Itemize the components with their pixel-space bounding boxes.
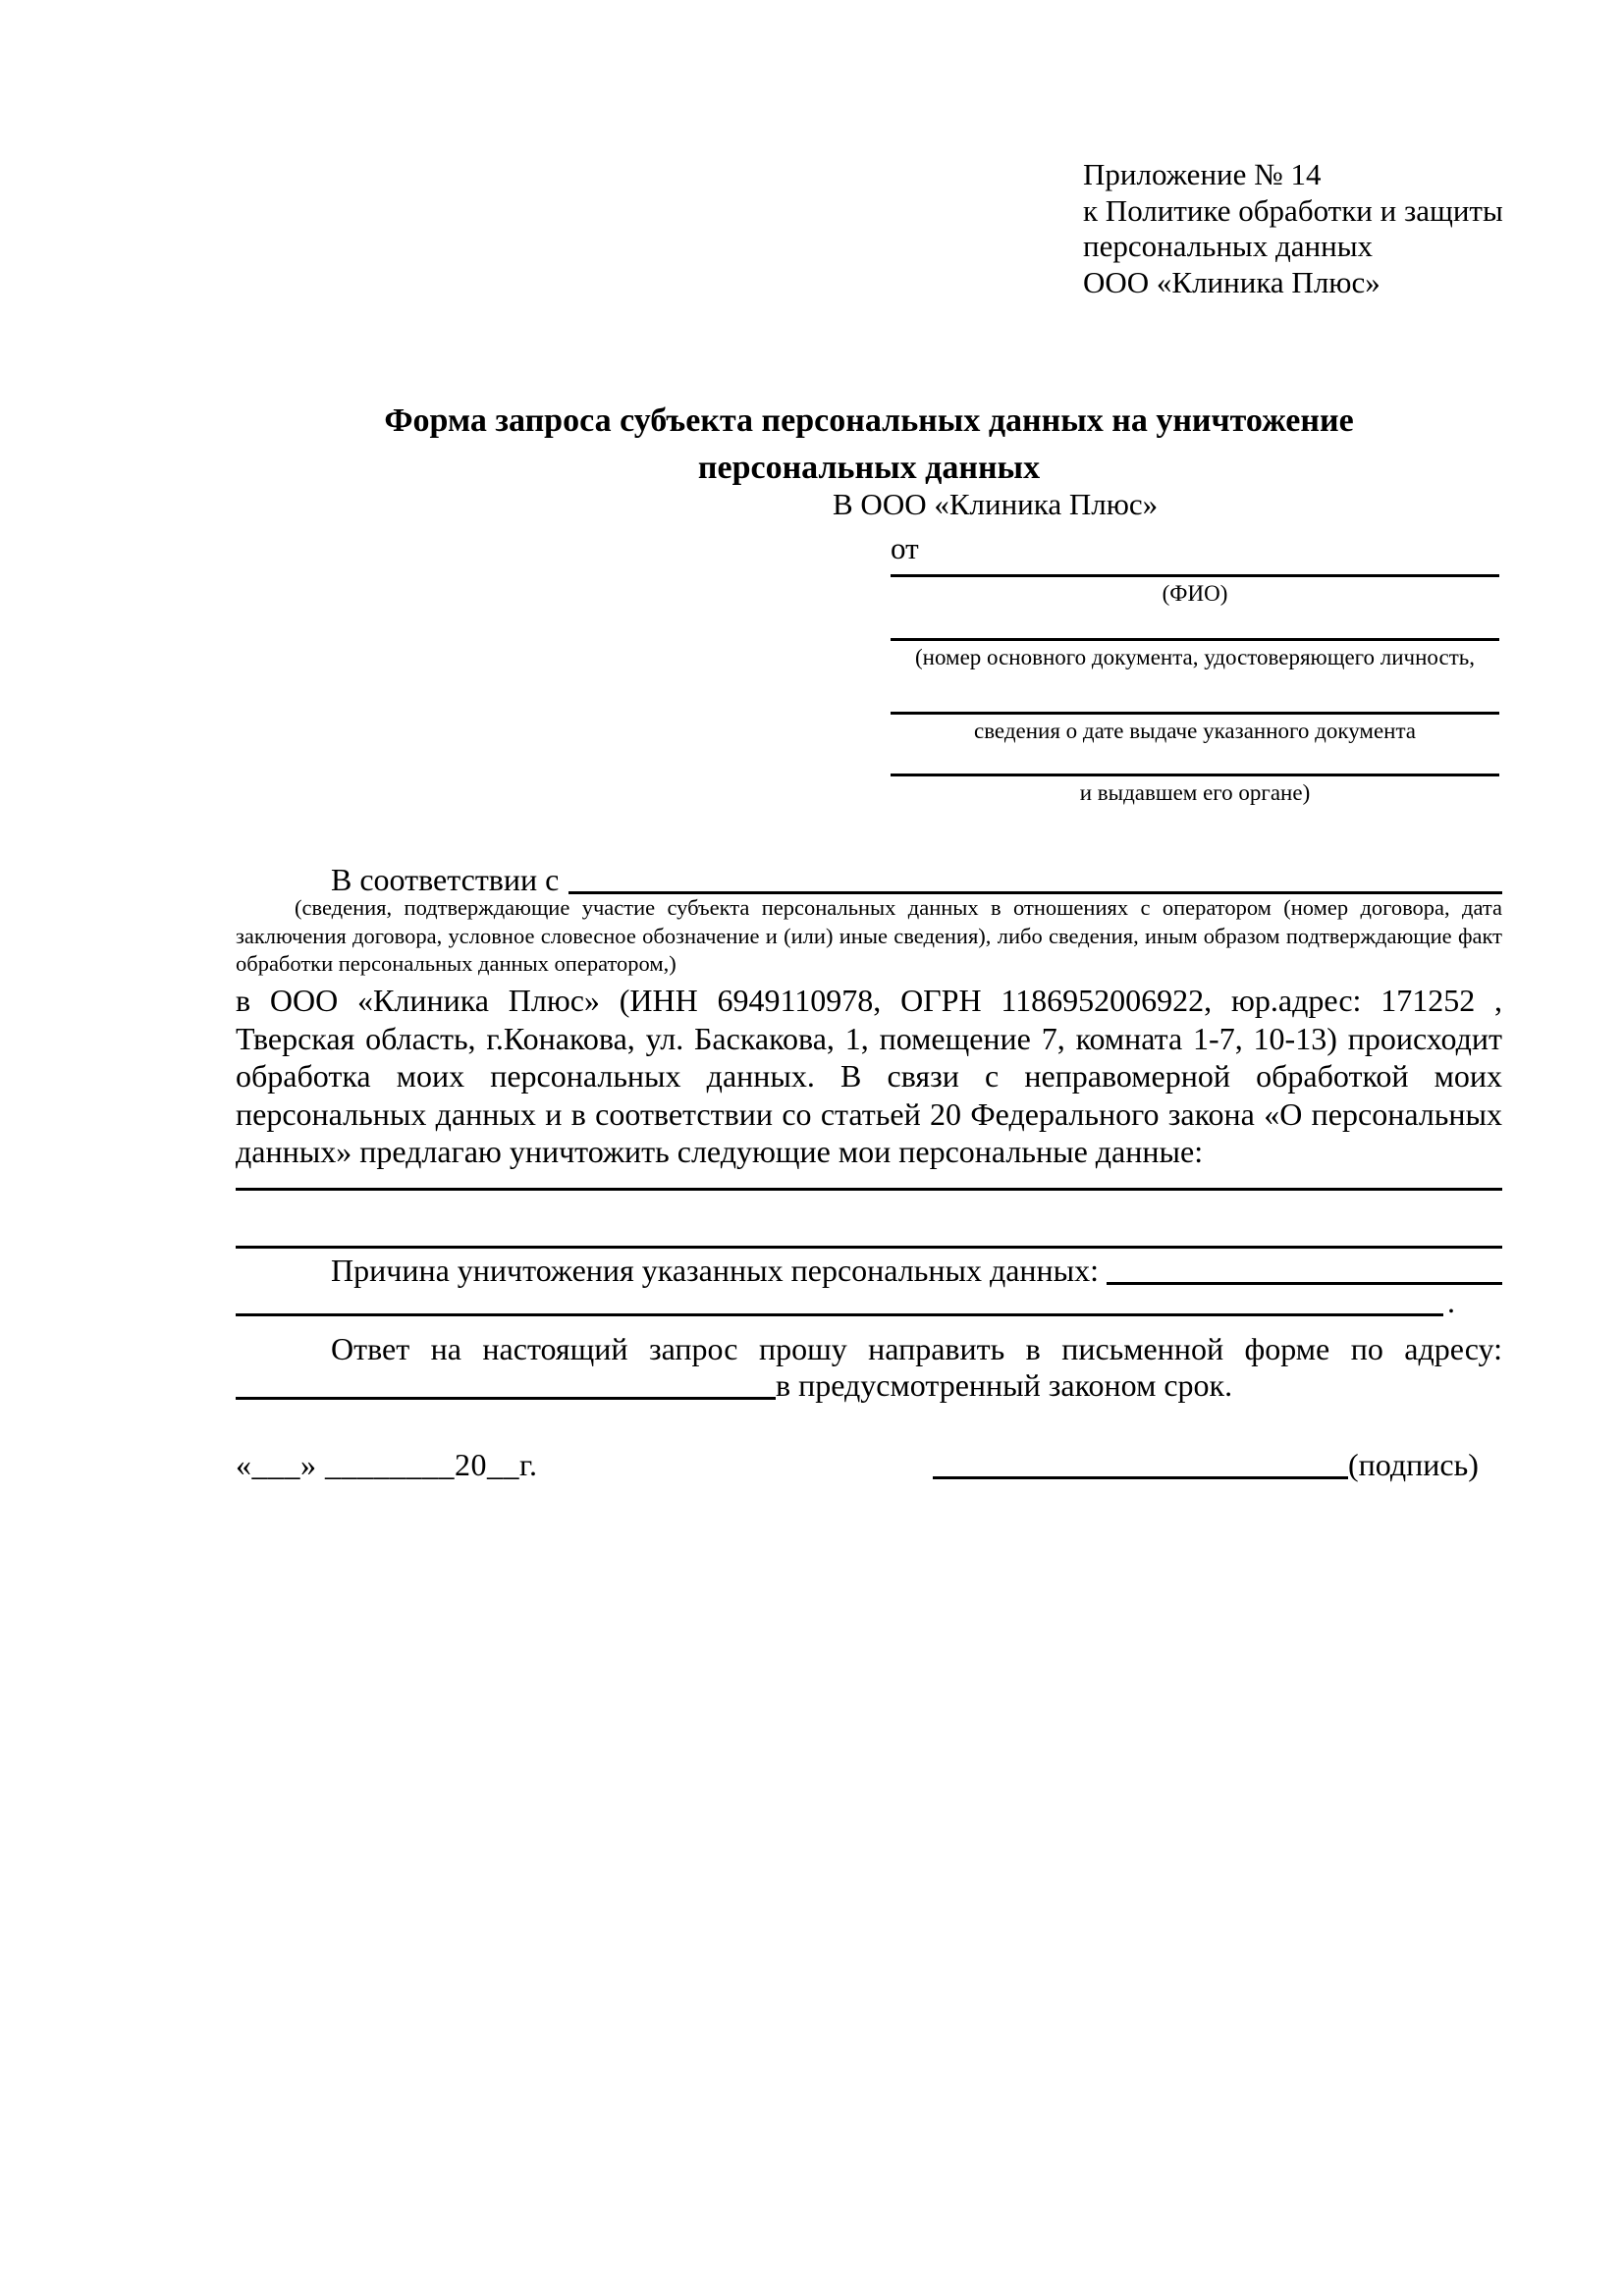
date-line: «___» ________20__г. (236, 1447, 538, 1482)
reason-label: Причина уничтожения указанных персональных данных: (331, 1253, 1100, 1288)
issuing-authority-blank-line (891, 774, 1499, 776)
reason-row (236, 1253, 1502, 1289)
reason-blank-line (1107, 1253, 1502, 1285)
signature-blank-line (933, 1476, 1348, 1479)
issuing-authority-caption: и выдавшем его органе) (1079, 780, 1311, 805)
reply-sentence: Ответ на настоящий запрос прошу направить в письменной форме по адресу: (331, 1331, 1502, 1366)
reply-address-row (236, 1367, 1502, 1403)
reply-tail-text: в предусмотренный законом срок. (776, 1367, 1233, 1403)
reply-address-blank-line (236, 1367, 776, 1400)
document-title (236, 398, 1502, 492)
signature-caption: (подпись) (1348, 1447, 1479, 1482)
appendix-header-line: персональных данных (1083, 229, 1374, 263)
fio-caption: (ФИО) (1162, 581, 1228, 606)
appendix-header-line: к Политике обработки и защиты (1083, 192, 1503, 228)
data-blank-line-2 (236, 1246, 1502, 1249)
document-number-caption: (номер основного документа, удостоверяющего личность, (914, 645, 1475, 669)
appendix-header-line: ООО «Клиника Плюс» (1083, 264, 1380, 299)
accordance-blank-line (568, 862, 1502, 894)
issue-date-caption: сведения о дате выдаче указанного документа (973, 719, 1417, 743)
appendix-header-line: Приложение № 14 (1083, 157, 1322, 191)
paragraph-indent (236, 1253, 331, 1289)
accordance-row (236, 862, 1502, 898)
period-mark: . (1447, 1284, 1455, 1319)
reason-continuation-blank-line (236, 1313, 1443, 1316)
addressee-line: В ООО «Клиника Плюс» (833, 487, 1159, 521)
data-blank-line-1 (236, 1188, 1502, 1191)
document-number-blank-line (891, 638, 1499, 641)
issue-date-blank-line (891, 712, 1499, 715)
appendix-header (1083, 157, 1515, 300)
accordance-lead: В соответствии с (331, 862, 560, 897)
paragraph-indent (236, 862, 331, 898)
from-label: от (891, 531, 919, 565)
document-title-line2: персональных данных (697, 450, 1041, 486)
fio-blank-line (891, 574, 1499, 577)
fine-print-note: (сведения, подтверждающие участие субъекта персональных данных в отношениях с оператором (номер договора, дата заключения договора, условное словесное обозначение и (или) иные сведения), либо сведения, иным образом подтверждающие факт обработки персональных данных оператором,) (236, 895, 1502, 976)
document-title-line1: Форма запроса субъекта персональных данных на уничтожение (384, 402, 1354, 439)
body-paragraph: в ООО «Клиника Плюс» (ИНН 6949110978, ОГРН 1186952006922, юр.адрес: 171252 , Тверская область, г.Конакова, ул. Баскакова, 1, помещение 7, комната 1-7, 10-13) происходит обработка моих персональных данных. В связи с неправомерной обработкой моих персональных данных и в соответствии со статьей 20 Федерального закона «О персональных данных» предлагаю уничтожить следующие мои персональные данные: (236, 983, 1502, 1169)
